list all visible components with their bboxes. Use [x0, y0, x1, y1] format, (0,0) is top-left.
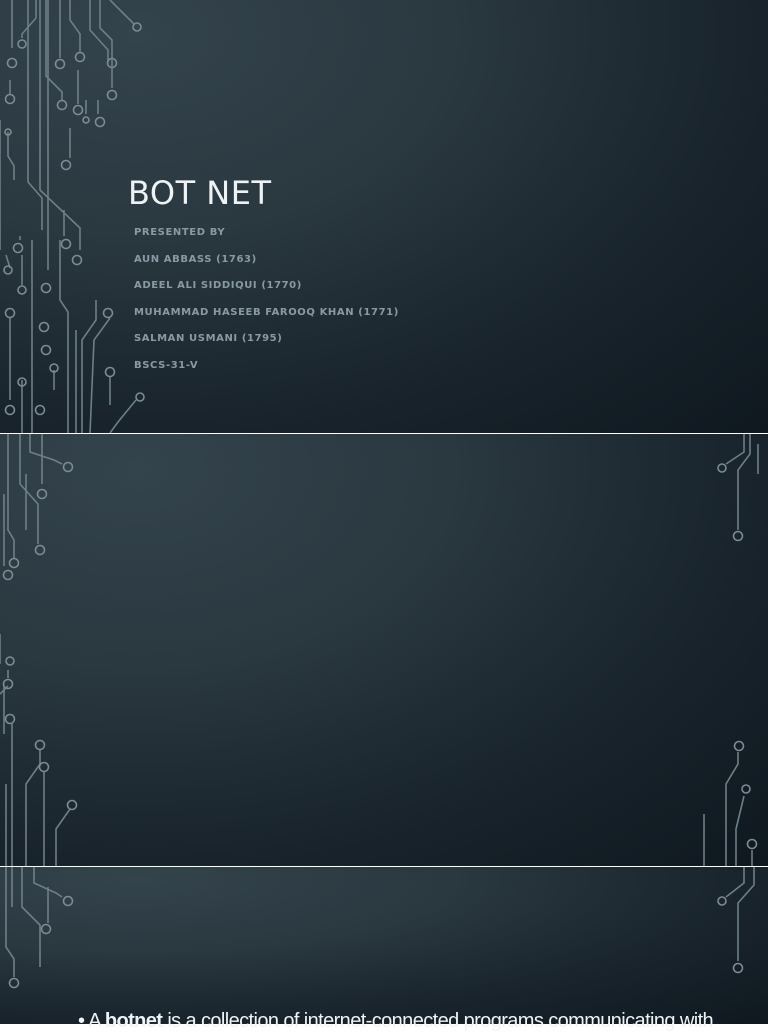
keyword-botnet: botnet	[104, 1010, 163, 1032]
presenter-name: ADEEL ALI SIDDIQUI (1770)	[134, 280, 302, 291]
presenter-name: AUN ABBASS (1763)	[134, 253, 257, 265]
definition-paragraph: • A botnet is a collection of internet-connected programs communicating with	[78, 1010, 714, 1032]
presenter-name: MUHAMMAD HASEEB FAROOQ KHAN (1771)	[134, 306, 399, 318]
circuit-decoration-icon	[700, 867, 768, 1024]
circuit-decoration-icon	[0, 434, 90, 866]
circuit-decoration-icon	[0, 867, 90, 1024]
circuit-decoration-icon	[700, 434, 768, 866]
presentation-title: BOT NET	[128, 174, 272, 212]
presenters-list	[134, 226, 399, 385]
slide-what-is-botnet	[0, 867, 768, 1024]
slide-agenda	[0, 434, 768, 866]
slide-title	[0, 0, 768, 433]
class-label: BSCS-31-V	[134, 359, 199, 371]
presenter-name: SALMAN USMANI (1795)	[134, 333, 283, 344]
presented-by-label: PRESENTED BY	[134, 227, 226, 238]
